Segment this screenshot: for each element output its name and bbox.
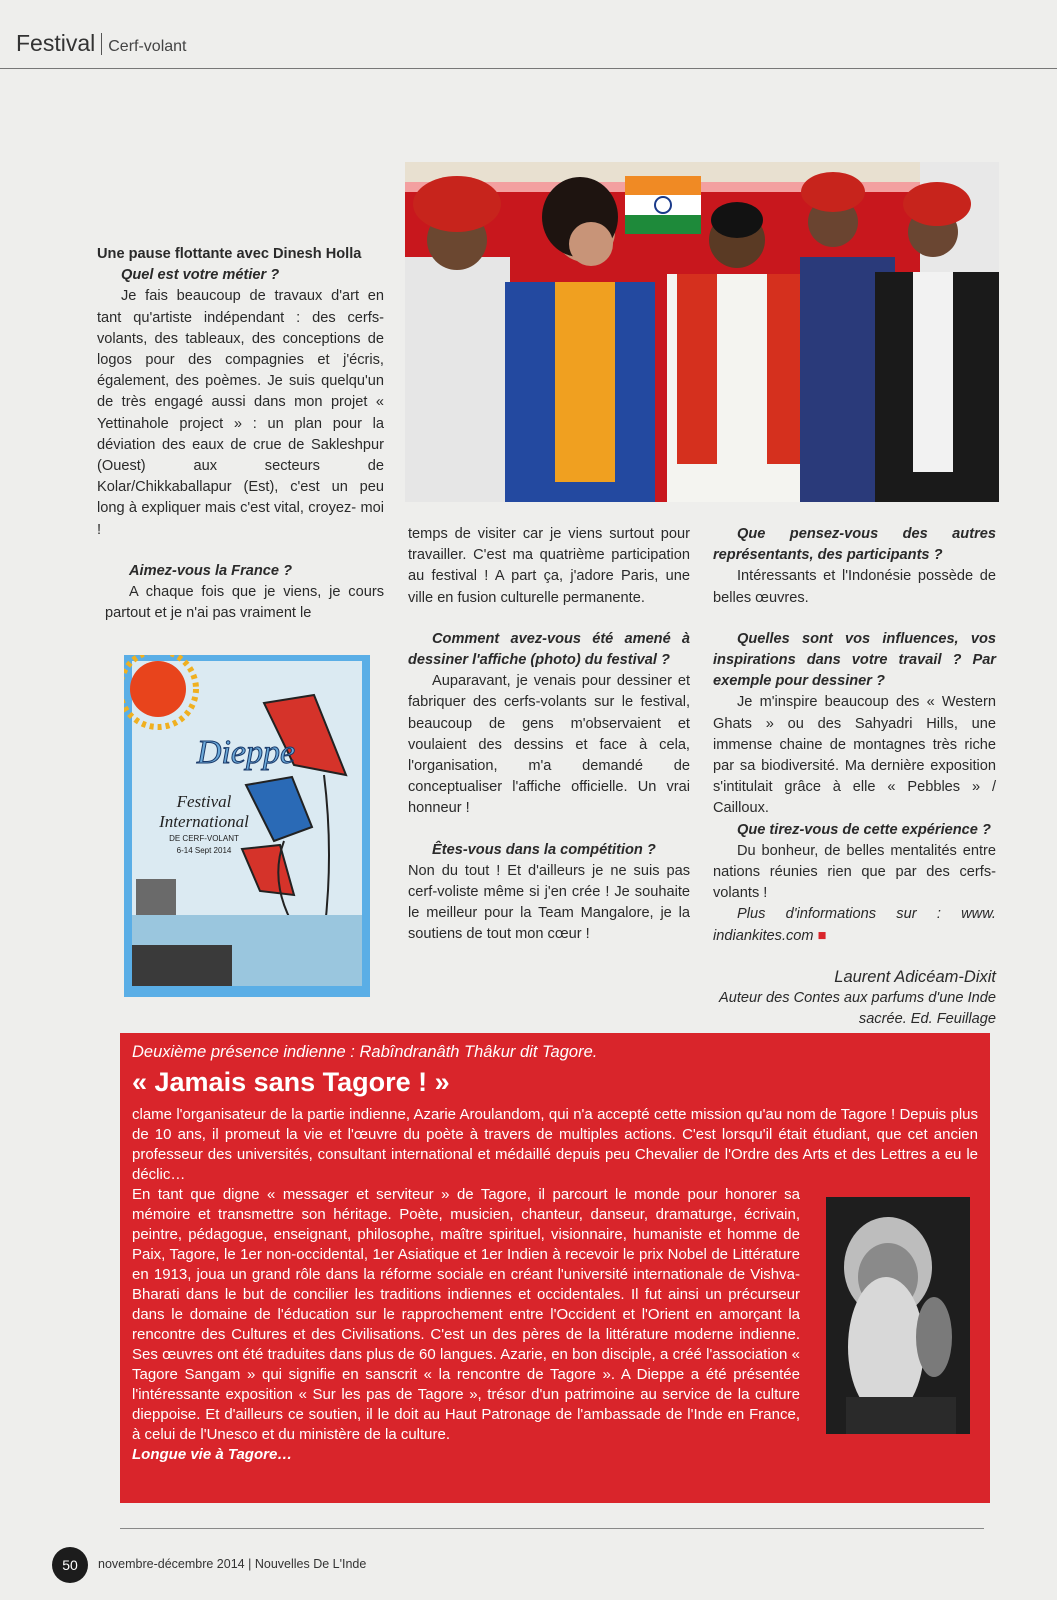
poster-dates: 6-14 Sept 2014 [176, 846, 232, 855]
poster-line-3: DE CERF-VOLANT [169, 834, 239, 843]
answer-2-continued: temps de visiter car je viens surtout pour travailler. C'est ma quatrième participation au festival ! A part ça, j'adore Paris, une ville en fusion culturelle permanente. [408, 526, 690, 606]
question-7: Que tirez-vous de cette expérience ? [737, 821, 991, 838]
answer-3: Auparavant, je venais pour dessiner et fabriquer des cerfs-volants sur le festival, beaucoup de gens m'observaient et voulaient des dessins et face à cela, l'organisation, m'a demandé de conceptualiser l'affiche officielle. Un vrai honneur ! [408, 673, 690, 817]
spacer [97, 541, 384, 561]
issue-date: novembre-décembre 2014 [98, 1557, 245, 1571]
spacer [713, 947, 996, 967]
question-3: Comment avez-vous été amené à dessiner l'affiche (photo) du festival ? [408, 630, 690, 669]
question-1: Quel est votre métier ? [121, 267, 280, 284]
more-info [713, 904, 996, 946]
festival-photo [405, 162, 999, 502]
tagore-paragraph-1: clame l'organisateur de la partie indienne, Azarie Aroulandom, qui n'a accepté cette mission qu'au nom de Tagore ! Depuis plus de 10 ans, il promeut la vie et l'œuvre du poète à travers de multiples actions. C'est lorsqu'il était étudiant, que cet ancien professeur des universités, consultant international et médaillé depuis peu Chevalier de l'Ordre des Arts et des Lettres a eu le déclic… [132, 1106, 978, 1183]
question-2: Aimez-vous la France ? [129, 562, 293, 579]
answer-2: A chaque fois que je viens, je cours partout et je n'ai pas vraiment le [105, 584, 384, 622]
answer-5: Intéressants et l'Indonésie possède de belles œuvres. [713, 568, 996, 606]
spacer [408, 820, 690, 840]
column-3 [713, 524, 996, 1030]
author-bio: Auteur des Contes aux parfums d'une Inde sacrée. Ed. Feuillage [719, 990, 996, 1028]
answer-6: Je m'inspire beaucoup des « Western Ghats » ou des Sahyadri Hills, une immense chaine de montagnes très riche par sa biodiversité. Ma dernière exposition s'intitulait grâce à elle « Pebbles » / Cailloux. [713, 694, 996, 817]
publication-name: Nouvelles De L'Inde [254, 1557, 367, 1571]
header-rule [0, 68, 1057, 69]
poster-line-1: Festival [176, 792, 232, 811]
more-info-text: Plus d'informations sur : www. indiankites.com [713, 906, 996, 944]
interview-title: Une pause flottante avec Dinesh Holla [97, 246, 362, 262]
header-separator [101, 33, 102, 55]
spacer [408, 609, 690, 629]
footer-issue [98, 1557, 366, 1571]
tagore-portrait [826, 1197, 970, 1434]
tagore-paragraph-2: En tant que digne « messager et serviteur » de Tagore, il parcourt le monde pour honorer sa mémoire et transmettre son héritage. Poète, musicien, chanteur, danseur, dramaturge, écrivain, peintre, pédagogue, enseignant, philosophe, maître spirituel, visionnaire, humaniste et homme de Paix, Tagore, le 1er non-occidental, 1er Asiatique et 1er Indien à recevoir le prix Nobel de Littérature en 1913, joua un grand rôle dans la réforme sociale en créant l'université internationale de Vishva-Bharati dans le but de concilier les traditions indiennes et occidentales. Il fut ainsi un précurseur dans le domaine de l'éducation sur le rapprochement entre l'Occident et l'Orient en amorçant la rencontre des Cultures et des Civilisations. C'est un des pères de la littérature moderne indienne. Ses œuvres ont été traduites dans plus de 60 langues. Azarie, en bon disciple, a créé l'association « Tagore Sangam » qui signifie en sanscrit « la rencontre de Tagore ». A Dieppe a été présentée l'intéressante exposition « Sur les pas de Tagore », trésor d'un patrimoine au service de la culture dieppoise. Et d'ailleurs ce soutien, il le doit au Haut Patronage de l'ambassade de l'Inde en France, à celui de l'Unesco et du ministère de la culture. [132, 1186, 800, 1443]
page-header [16, 30, 187, 57]
section-title: Festival [16, 30, 96, 56]
footer-separator: | [248, 1557, 252, 1571]
spacer [713, 609, 996, 629]
column-2 [408, 524, 690, 946]
author-name: Laurent Adicéam-Dixit [834, 967, 996, 986]
page-number: 50 [52, 1547, 88, 1583]
tagore-headline: « Jamais sans Tagore ! » [132, 1067, 450, 1097]
poster-line-2: International [159, 812, 249, 831]
tagore-kicker: Deuxième présence indienne : Rabîndranâth Thâkur dit Tagore. [132, 1043, 598, 1061]
answer-7: Du bonheur, de belles mentalités entre nations réunies rien que par des cerfs-volants ! [713, 842, 996, 902]
question-5: Que pensez-vous des autres représentants, des participants ? [713, 526, 996, 564]
poster-title: Dieppe [196, 734, 296, 771]
column-1 [97, 244, 384, 624]
tagore-closing: Longue vie à Tagore… [132, 1446, 293, 1463]
answer-1: Je fais beaucoup de travaux d'art en tant qu'artiste indépendant : des cerfs-volants, des tableaux, des conceptions de logos pour des compagnies et j'écris, également, des poèmes. Je suis quelqu'un de très engagé aussi dans mon projet « Yettinahole project » : un plan pour la déviation des eaux de crue de Sakleshpur (Ouest) aux secteurs de Kolar/Chikkaballapur (Est), c'est un peu long à expliquer mais c'est vital, croyez- moi ! [97, 288, 384, 538]
festival-poster [124, 655, 370, 997]
question-6: Quelles sont vos influences, vos inspirations dans votre travail ? Par exemple pour dessiner ? [713, 630, 996, 690]
subsection-title: Cerf-volant [108, 38, 187, 55]
question-4: Êtes-vous dans la compétition ? [432, 841, 656, 858]
tagore-box [120, 1033, 990, 1503]
footer-rule [120, 1528, 984, 1529]
answer-4: Non du tout ! Et d'ailleurs je ne suis pas cerf-voliste même si j'en crée ! Je souhaite le meilleur pour la Team Mangalore, je la soutiens de tout mon cœur ! [408, 862, 690, 943]
end-mark-icon: ■ [817, 927, 827, 944]
